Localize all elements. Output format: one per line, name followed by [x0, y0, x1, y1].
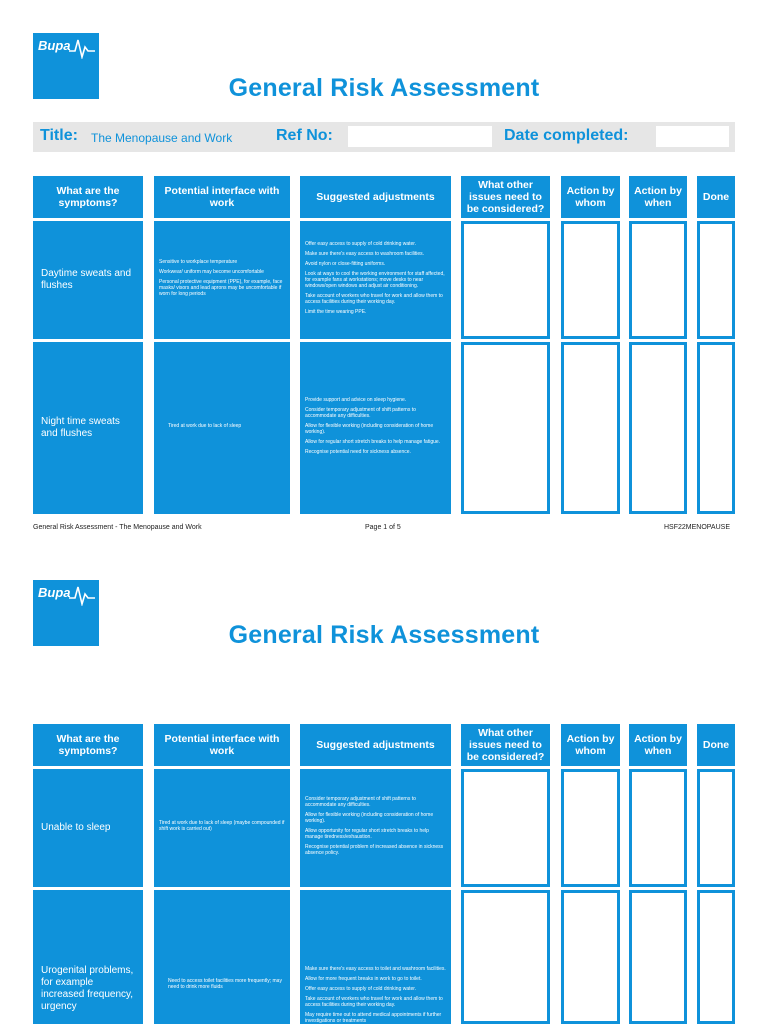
- header-symptoms: What are the symptoms?: [33, 176, 143, 218]
- adjustment-item: Allow for flexible working (including consideration of home working).: [305, 423, 434, 435]
- action-by-when-field[interactable]: [629, 890, 687, 1024]
- interface-item: Tired at work due to lack of sleep: [168, 423, 242, 429]
- title-value: The Menopause and Work: [91, 131, 233, 145]
- ref-label: Ref No:: [276, 127, 333, 144]
- done-field[interactable]: [697, 769, 735, 887]
- adjustments-cell: [300, 221, 451, 339]
- adjustment-item: Take account of workers who travel for work and allow them to access facilities during their working day.: [305, 996, 443, 1008]
- adjustment-item: Offer easy access to supply of cold drinking water.: [305, 986, 417, 992]
- adjustment-item: Offer easy access to supply of cold drinking water.: [305, 241, 417, 247]
- adjustment-item: Allow for more frequent breaks in work to go to toilet.: [305, 976, 422, 982]
- symptom-text: Daytime sweats and flushes: [41, 268, 132, 291]
- interface-item: Sensitive to workplace temperature: [159, 259, 238, 265]
- interface-item: Workwear/ uniform may become uncomfortable: [159, 269, 264, 275]
- symptom-text: Night time sweats and flushes: [41, 416, 120, 439]
- header-issues: What other issues need to be considered?: [461, 176, 550, 218]
- title-bar: [33, 122, 735, 152]
- interface-cell: [154, 221, 290, 339]
- action-by-whom-field[interactable]: [561, 769, 620, 887]
- action-by-when-field[interactable]: [629, 769, 687, 887]
- adjustment-item: May require time out to attend medical appointments if further investigations or treatments: [305, 1012, 442, 1024]
- header-adjustments: Suggested adjustments: [300, 176, 451, 218]
- action-by-when-field[interactable]: [629, 342, 687, 514]
- action-by-whom-field[interactable]: [561, 890, 620, 1024]
- symptom-cell: [33, 769, 143, 887]
- logo-text: Bupa: [38, 38, 71, 53]
- interface-cell: [154, 890, 290, 1024]
- page-title: General Risk Assessment: [228, 621, 540, 649]
- symptom-text: Unable to sleep: [41, 822, 111, 833]
- date-completed-field[interactable]: [656, 126, 729, 147]
- done-field[interactable]: [697, 890, 735, 1024]
- header-action-by-when: Action by when: [629, 724, 687, 766]
- issues-field[interactable]: [461, 221, 550, 339]
- interface-cell: [154, 769, 290, 887]
- action-by-whom-field[interactable]: [561, 342, 620, 514]
- adjustments-cell: [300, 769, 451, 887]
- action-by-when-field[interactable]: [629, 221, 687, 339]
- adjustment-item: Allow for flexible working (including consideration of home working).: [305, 812, 434, 824]
- header-adjustments: Suggested adjustments: [300, 724, 451, 766]
- heartbeat-icon: [69, 37, 95, 59]
- page-title: General Risk Assessment: [228, 74, 540, 102]
- ref-no-field[interactable]: [348, 126, 492, 147]
- interface-item: Personal protective equipment (PPE), for example, face masks/ visors and lead aprons may be uncomfortable if worn for long periods: [159, 279, 283, 297]
- adjustment-item: Make sure there's easy access to toilet and washroom facilities.: [305, 966, 446, 972]
- issues-field[interactable]: [461, 342, 550, 514]
- symptom-cell: [33, 342, 143, 514]
- header-issues: What other issues need to be considered?: [461, 724, 550, 766]
- adjustment-item: Limit the time wearing PPE.: [305, 309, 367, 315]
- adjustments-cell: [300, 890, 451, 1024]
- header-interface: Potential interface with work: [154, 724, 290, 766]
- adjustment-item: Allow opportunity for regular short stretch breaks to help manage tiredness/exhaustion.: [305, 828, 429, 840]
- issues-field[interactable]: [461, 890, 550, 1024]
- adjustment-item: Take account of workers who travel for work and allow them to access facilities during their working day.: [305, 293, 443, 305]
- adjustment-item: Recognise potential need for sickness absence.: [305, 449, 411, 455]
- header-done: Done: [697, 724, 735, 766]
- adjustment-item: Consider temporary adjustment of shift patterns to accommodate any difficulties.: [305, 407, 416, 419]
- adjustment-item: Consider temporary adjustment of shift patterns to accommodate any difficulties.: [305, 796, 416, 808]
- footer-left: General Risk Assessment - The Menopause and Work: [33, 524, 202, 531]
- header-done: Done: [697, 176, 735, 218]
- header-action-by-when: Action by when: [629, 176, 687, 218]
- page-number: Page 1 of 5: [365, 524, 401, 531]
- footer-code: HSF22MENOPAUSE: [664, 524, 730, 531]
- adjustment-item: Look at ways to cool the working environment for staff affected, for example fans at workstations; move desks to near windows/open windows and adjust air conditioning.: [305, 271, 445, 289]
- interface-item: Need to access toilet facilities more frequently; may need to drink more fluids: [168, 978, 282, 990]
- symptom-text: Urogenital problems, for example increased frequency, urgency: [41, 965, 134, 1012]
- header-action-by-whom: Action by whom: [561, 724, 620, 766]
- logo-text: Bupa: [38, 585, 71, 600]
- adjustment-item: Make sure there's easy access to washroom facilities.: [305, 251, 425, 257]
- adjustment-item: Recognise potential problem of increased absence in sickness absence policy.: [305, 844, 444, 856]
- adjustment-item: Avoid nylon or close-fitting uniforms.: [305, 261, 386, 267]
- date-label: Date completed:: [504, 127, 629, 144]
- symptom-cell: [33, 221, 143, 339]
- heartbeat-icon: [69, 584, 95, 606]
- header-symptoms: What are the symptoms?: [33, 724, 143, 766]
- symptom-cell: [33, 890, 143, 1024]
- title-label: Title:: [40, 127, 78, 144]
- adjustments-cell: [300, 342, 451, 514]
- done-field[interactable]: [697, 221, 735, 339]
- header-interface: Potential interface with work: [154, 176, 290, 218]
- issues-field[interactable]: [461, 769, 550, 887]
- header-action-by-whom: Action by whom: [561, 176, 620, 218]
- adjustment-item: Provide support and advice on sleep hygiene.: [305, 397, 407, 403]
- adjustment-item: Allow for regular short stretch breaks to help manage fatigue.: [305, 439, 441, 445]
- done-field[interactable]: [697, 342, 735, 514]
- action-by-whom-field[interactable]: [561, 221, 620, 339]
- interface-cell: [154, 342, 290, 514]
- interface-item: Tired at work due to lack of sleep (maybe compounded if shift work is carried out): [159, 820, 285, 832]
